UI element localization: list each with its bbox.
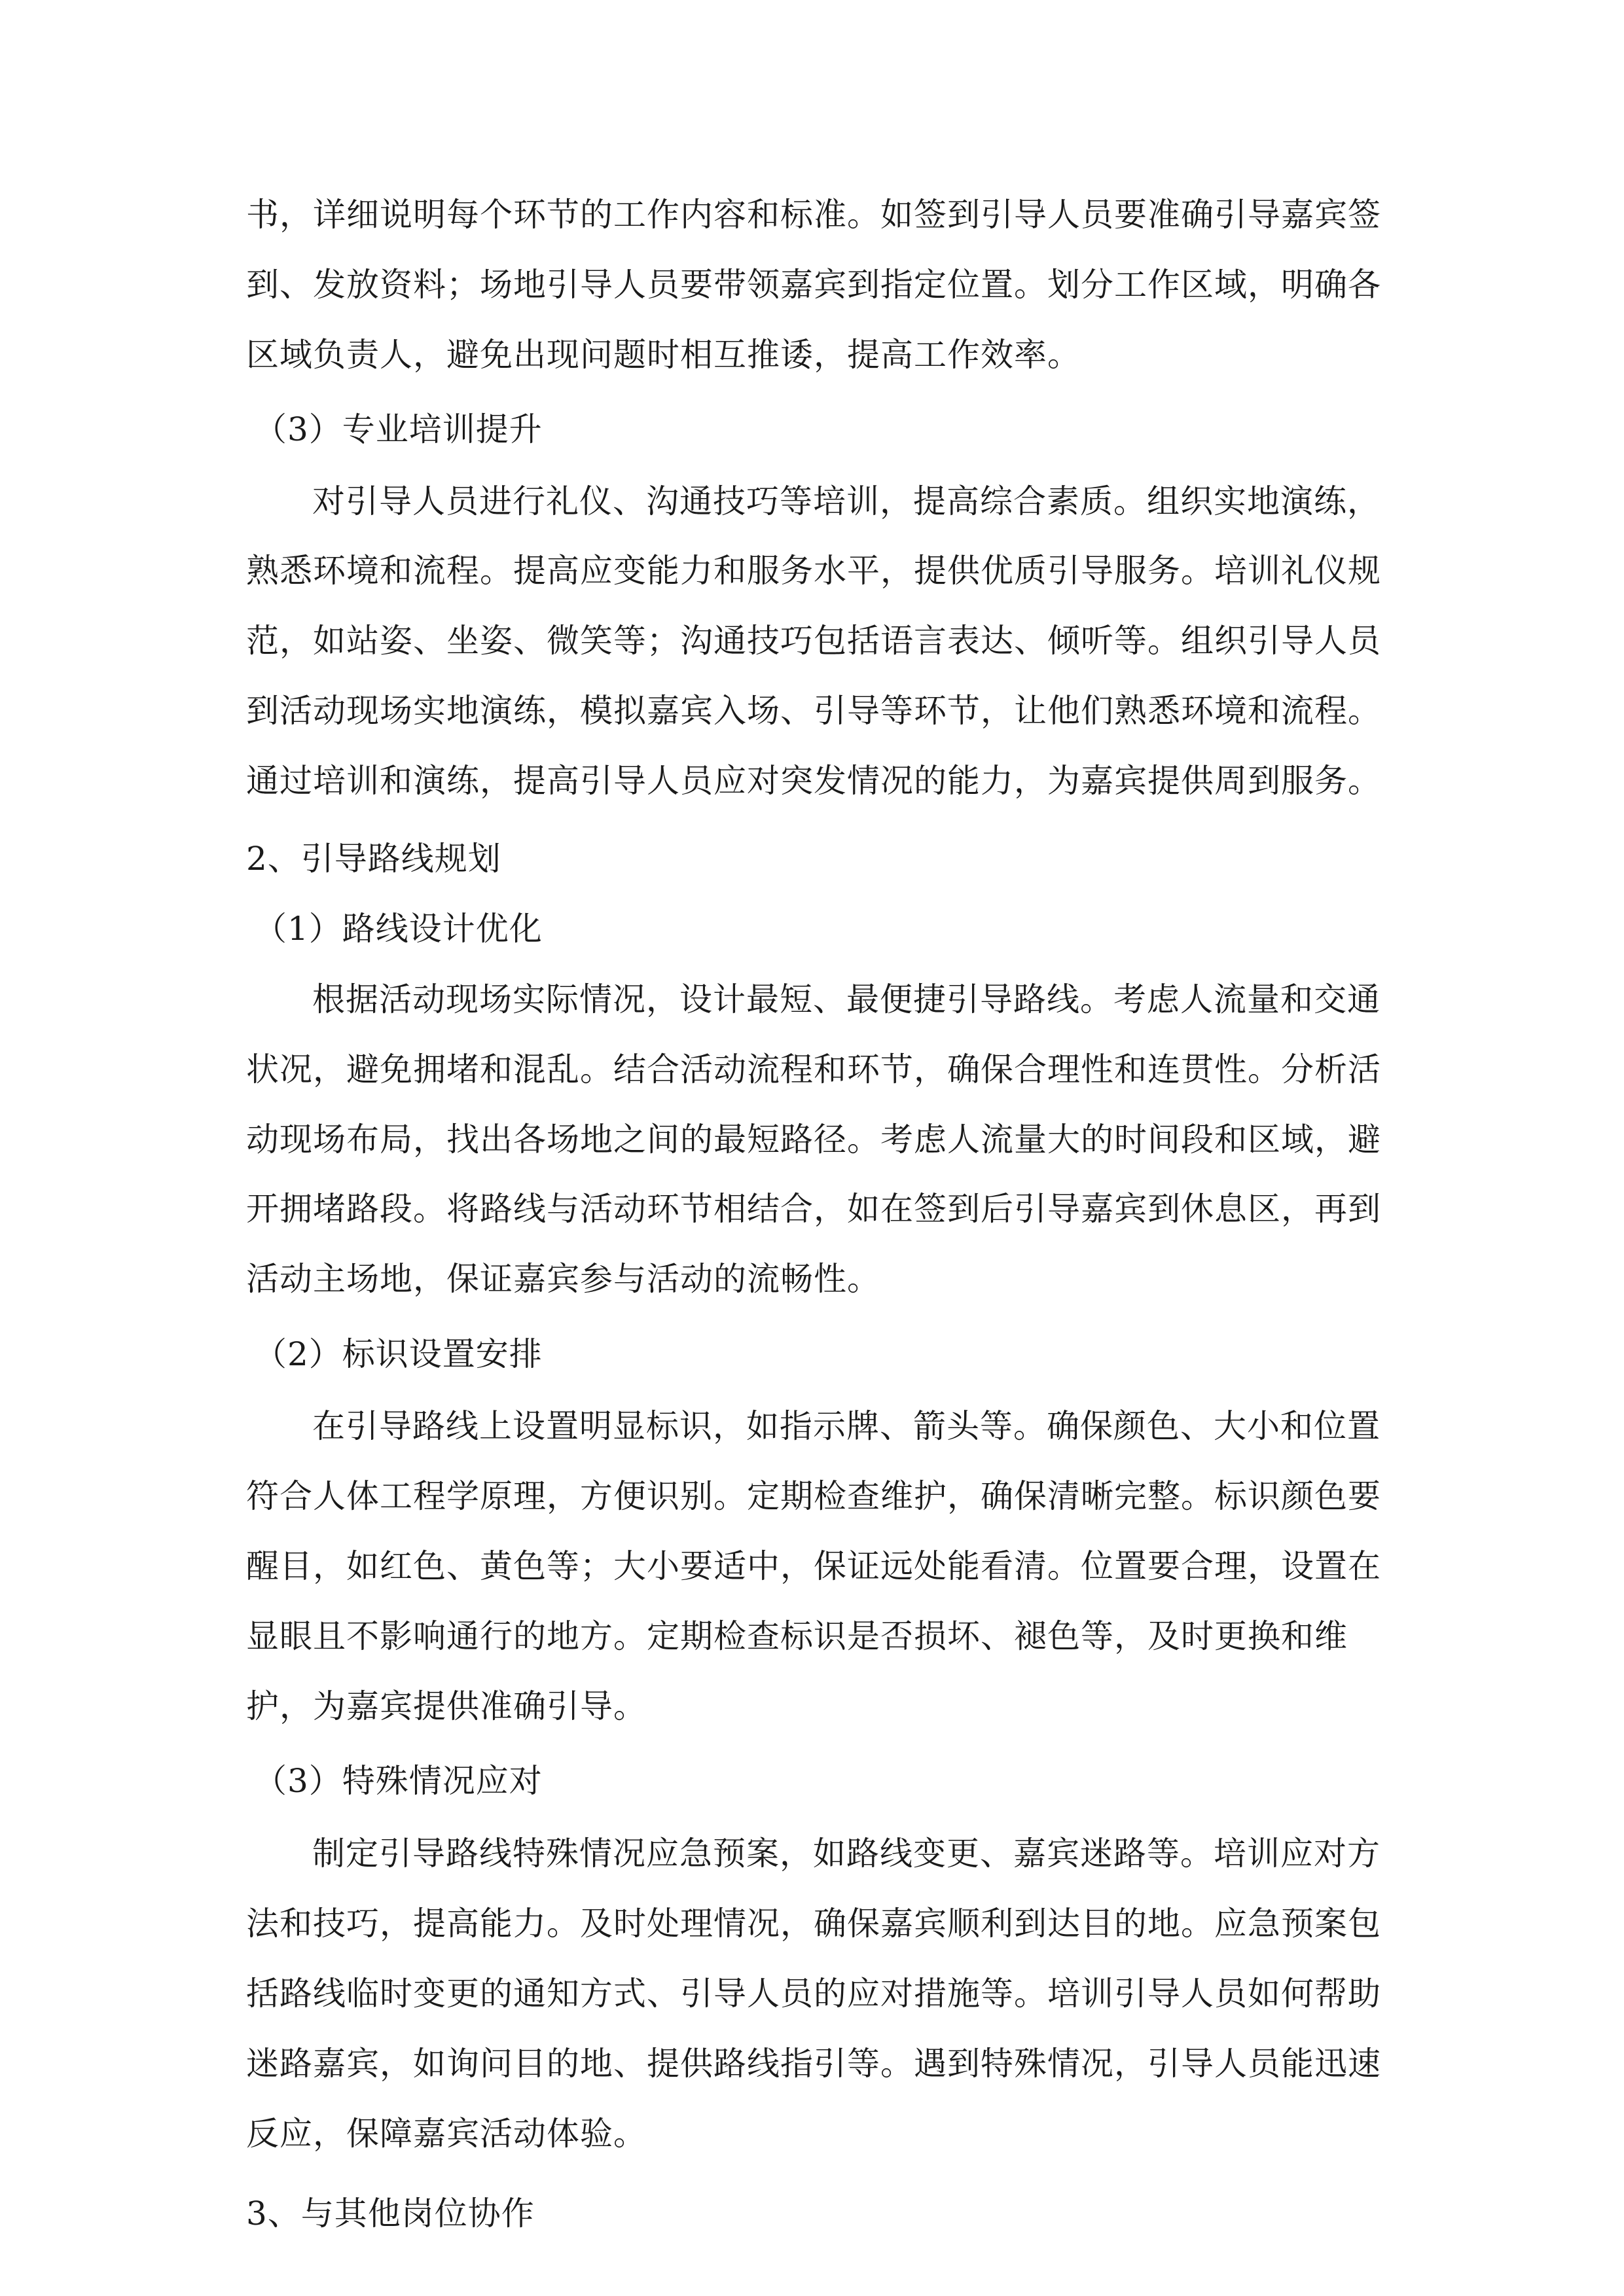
paragraph-line: 醒目，如红色、黄色等；大小要适中，保证远处能看清。位置要合理，设置在 <box>246 1547 1381 1585</box>
paragraph-line: 开拥堵路段。将路线与活动环节相结合，如在签到后引导嘉宾到休息区，再到 <box>246 1190 1381 1229</box>
section-heading: 3、与其他岗位协作 <box>246 2195 535 2233</box>
paragraph-line: 范，如站姿、坐姿、微笑等；沟通技巧包括语言表达、倾听等。组织引导人员 <box>246 622 1381 660</box>
paragraph-line: 到、发放资料；场地引导人员要带领嘉宾到指定位置。划分工作区域，明确各 <box>246 265 1381 304</box>
paragraph-line: 制定引导路线特殊情况应急预案，如路线变更、嘉宾迷路等。培训应对方 <box>312 1835 1380 1873</box>
paragraph-line: 书，详细说明每个环节的工作内容和标准。如签到引导人员要准确引导嘉宾签 <box>246 196 1381 234</box>
paragraph-line: 护，为嘉宾提供准确引导。 <box>246 1687 647 1725</box>
paragraph-line: 动现场布局，找出各场地之间的最短路径。考虑人流量大的时间段和区域，避 <box>246 1120 1381 1158</box>
paragraph-line: 法和技巧，提高能力。及时处理情况，确保嘉宾顺利到达目的地。应急预案包 <box>246 1905 1381 1943</box>
paragraph-line: 活动主场地，保证嘉宾参与活动的流畅性。 <box>246 1260 880 1299</box>
paragraph-line: 状况，避免拥堵和混乱。结合活动流程和环节，确保合理性和连贯性。分析活 <box>246 1050 1381 1088</box>
paragraph-line: 符合人体工程学原理，方便识别。定期检查维护，确保清晰完整。标识颜色要 <box>246 1477 1381 1515</box>
section-heading: 2、引导路线规划 <box>246 839 501 878</box>
paragraph-line: 通过培训和演练，提高引导人员应对突发情况的能力，为嘉宾提供周到服务。 <box>246 762 1381 800</box>
section-subheading: （1）路线设计优化 <box>254 909 543 948</box>
paragraph-line: 在引导路线上设置明显标识，如指示牌、箭头等。确保颜色、大小和位置 <box>312 1407 1380 1445</box>
paragraph-line: 根据活动现场实际情况，设计最短、最便捷引导路线。考虑人流量和交通 <box>312 980 1380 1018</box>
paragraph-line: 到活动现场实地演练，模拟嘉宾入场、引导等环节，让他们熟悉环境和流程。 <box>246 692 1381 730</box>
paragraph-line: 区域负责人，避免出现问题时相互推诿，提高工作效率。 <box>246 335 1081 374</box>
paragraph-line: 显眼且不影响通行的地方。定期检查标识是否损坏、褪色等，及时更换和维 <box>246 1617 1348 1655</box>
paragraph-line: 括路线临时变更的通知方式、引导人员的应对措施等。培训引导人员如何帮助 <box>246 1975 1381 2013</box>
paragraph-line: 熟悉环境和流程。提高应变能力和服务水平，提供优质引导服务。培训礼仪规 <box>246 552 1381 590</box>
paragraph-line: 反应，保障嘉宾活动体验。 <box>246 2115 647 2153</box>
section-subheading: （3）专业培训提升 <box>254 410 543 448</box>
section-subheading: （2）标识设置安排 <box>254 1335 543 1373</box>
section-subheading: （3）特殊情况应对 <box>254 1762 543 1801</box>
paragraph-line: 迷路嘉宾，如询问目的地、提供路线指引等。遇到特殊情况，引导人员能迅速 <box>246 2045 1381 2083</box>
paragraph-line: 对引导人员进行礼仪、沟通技巧等培训，提高综合素质。组织实地演练， <box>312 482 1380 521</box>
